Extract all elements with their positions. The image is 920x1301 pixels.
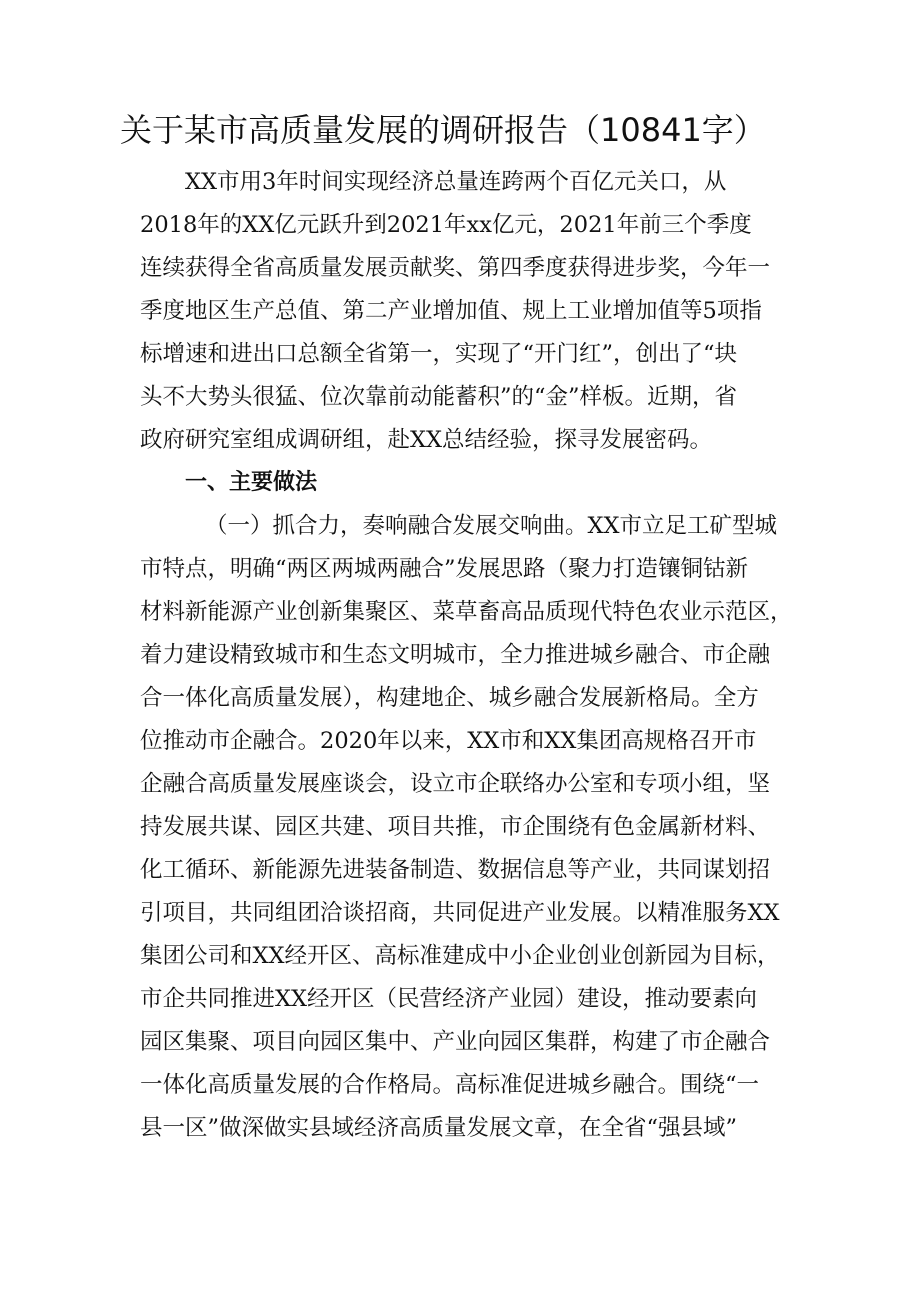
paragraph-line: XX市用3年时间实现经济总量连跨两个百亿元关口，从 <box>185 169 727 195</box>
paragraph-line: 材料新能源产业创新集聚区、菜草畜高品质现代特色农业示范区， <box>140 599 793 625</box>
paragraph-line: 持发展共谋、园区共建、项目共推，市企围绕有色金属新材料、 <box>140 814 771 840</box>
paragraph-line: 引项目，共同组团洽谈招商，共同促进产业发展。以精准服务XX <box>140 900 780 926</box>
paragraph-line: 园区集聚、项目向园区集中、产业向园区集群，构建了市企融合 <box>140 1029 771 1055</box>
paragraph-line: 2018年的XX亿元跃升到2021年xx亿元，2021年前三个季度 <box>140 212 752 238</box>
paragraph-line: （一）抓合力，奏响融合发展交响曲。XX市立足工矿型城 <box>205 513 778 539</box>
document-title: 关于某市高质量发展的调研报告（10841字） <box>120 111 766 149</box>
paragraph-line: 政府研究室组成调研组，赴XX总结经验，探寻发展密码。 <box>140 427 713 453</box>
paragraph-line: 企融合高质量发展座谈会，设立市企联络办公室和专项小组，坚 <box>140 771 771 797</box>
paragraph-line: 头不大势头很猛、位次靠前动能蓄积”的“金”样板。近期，省 <box>140 384 738 410</box>
paragraph-line: 市企共同推进XX经开区（民营经济产业园）建设，推动要素向 <box>140 986 758 1012</box>
paragraph-line: 集团公司和XX经开区、高标准建成中小企业创业创新园为目标， <box>140 943 780 969</box>
paragraph-line: 位推动市企融合。2020年以来，XX市和XX集团高规格召开市 <box>140 728 757 754</box>
paragraph-line: 连续获得全省高质量发展贡献奖、第四季度获得进步奖，今年一 <box>140 255 771 281</box>
paragraph-line: 县一区”做深做实县域经济高质量发展文章，在全省“强县域” <box>140 1115 738 1141</box>
paragraph-line: 市特点，明确“两区两城两融合”发展思路（聚力打造镶铜钴新 <box>140 556 749 582</box>
section-heading: 一、主要做法 <box>185 470 318 495</box>
paragraph-line: 标增速和进出口总额全省第一，实现了“开门红”，创出了“块 <box>140 341 738 367</box>
paragraph-line: 合一体化高质量发展），构建地企、城乡融合发展新格局。全方 <box>140 685 759 711</box>
paragraph-line: 化工循环、新能源先进装备制造、数据信息等产业，共同谋划招 <box>140 857 771 883</box>
paragraph-line: 着力建设精致城市和生态文明城市，全力推进城乡融合、市企融 <box>140 642 771 668</box>
paragraph-line: 季度地区生产总值、第二产业增加值、规上工业增加值等5项指 <box>140 298 762 324</box>
paragraph-line: 一体化高质量发展的合作格局。高标准促进城乡融合。围绕“一 <box>140 1072 760 1098</box>
